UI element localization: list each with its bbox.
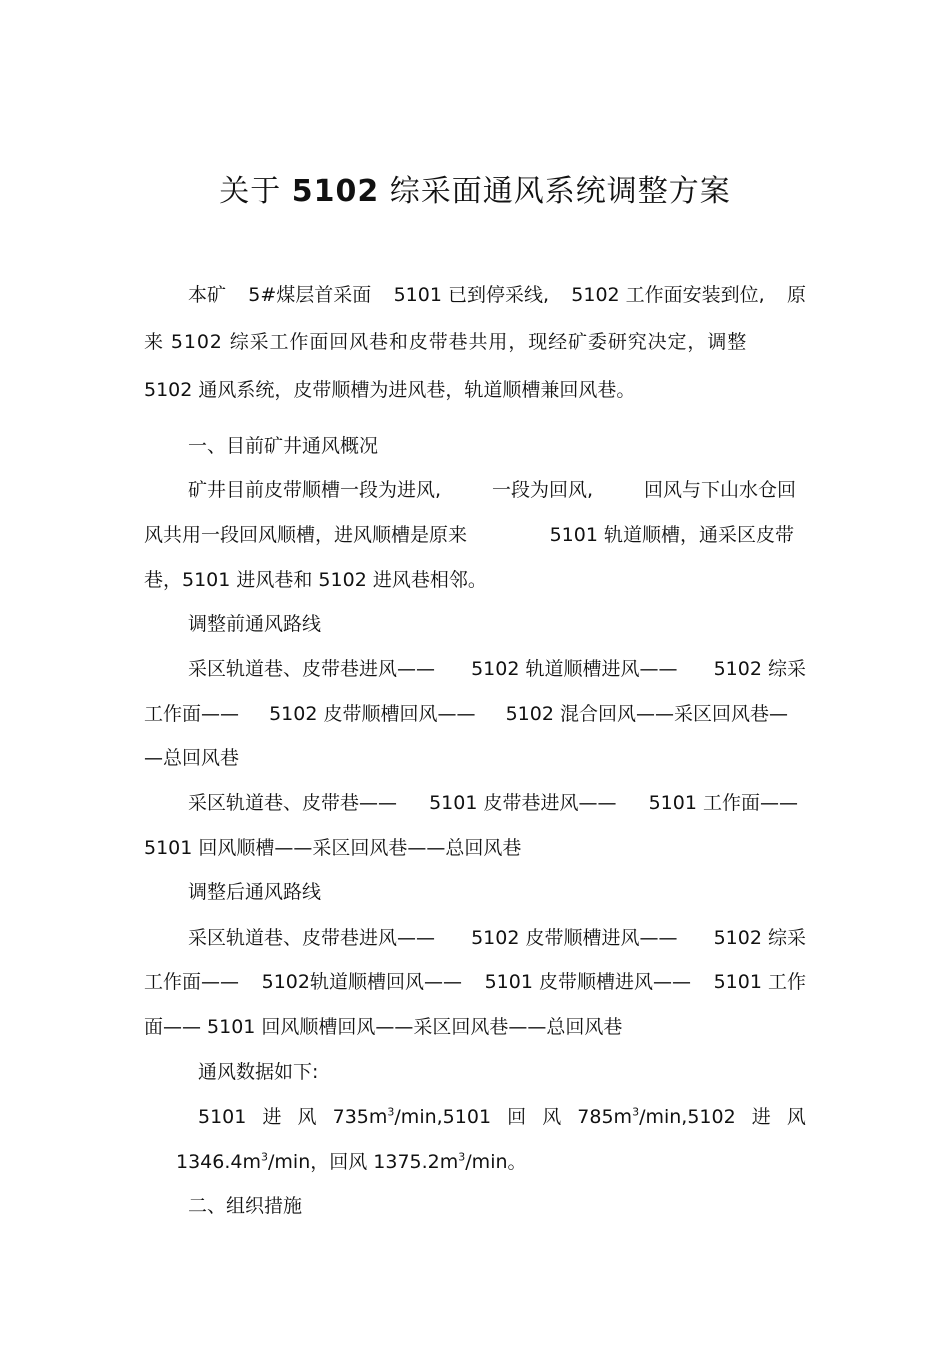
text: 原 (786, 284, 806, 306)
text: 5102轨道顺槽回风—— (261, 971, 462, 993)
text: 5#煤层首采面 (248, 284, 372, 306)
section2-heading: 二、组织措施 (188, 1195, 303, 1217)
text: 5101 皮带巷进风—— (429, 792, 617, 814)
before-heading: 调整前通风路线 (188, 613, 322, 635)
text: 进 (751, 1106, 771, 1128)
intro-line-3: 5102 通风系统，皮带顺槽为进风巷，轨道顺槽兼回风巷。 (144, 379, 636, 401)
after-route1-line-3: 面—— 5101 回风顺槽回风——采区回风巷——总回风巷 (144, 1016, 623, 1038)
text: 5102 综采 (713, 658, 806, 680)
after-heading: 调整后通风路线 (188, 881, 322, 903)
title-number: 5102 (291, 174, 380, 209)
after-route1-line-1 (188, 924, 806, 952)
data-heading: 通风数据如下: (198, 1061, 319, 1083)
before-route1-line-1 (188, 655, 806, 683)
text: 5102 皮带顺槽进风—— (471, 927, 678, 949)
section1-line-1 (188, 476, 796, 504)
value: $785m^3/\min,5102$ (577, 1105, 736, 1128)
text: 5102 皮带顺槽回风—— (269, 703, 476, 725)
intro-line-1 (188, 281, 806, 309)
text: 风 (786, 1106, 806, 1128)
text: 本矿 (188, 284, 227, 306)
data-line-1 (198, 1103, 806, 1131)
text: 采区轨道巷、皮带巷—— (188, 792, 398, 814)
text: 风 (297, 1106, 317, 1128)
text: 5101 (198, 1106, 247, 1128)
text: 5102 轨道顺槽进风—— (471, 658, 678, 680)
title-prefix: 关于 (219, 174, 282, 209)
text: 风共用一段回风顺槽，进风顺槽是原来 (144, 524, 468, 546)
text: 5101 工作面—— (648, 792, 798, 814)
text: 一段为回风, (491, 479, 594, 501)
text: 回风与下山水仓回 (643, 479, 796, 501)
document-title (0, 168, 950, 216)
title-suffix: 综采面通风系统调整方案 (389, 174, 731, 209)
text: 进 (262, 1106, 282, 1128)
text: 采区轨道巷、皮带巷进风—— (188, 927, 436, 949)
data-line-2: $1346.4m^3/\min$，回风 $1375.2m^3/\min$。 (176, 1150, 527, 1173)
text: 工作面—— (144, 971, 240, 993)
text: 风 (542, 1106, 562, 1128)
before-route1-line-2 (144, 700, 788, 728)
text: 5101 工作 (713, 971, 806, 993)
text: 5102 综采 (713, 927, 806, 949)
text: 5102 混合回风——采区回风巷— (505, 703, 788, 725)
before-route2-line-1 (188, 789, 798, 817)
text: 5101 皮带顺槽进风—— (484, 971, 691, 993)
value: $735m^3/\min,5101$ (332, 1105, 492, 1128)
before-route1-line-3: —总回风巷 (144, 747, 240, 769)
before-route2-line-2: 5101 回风顺槽——采区回风巷——总回风巷 (144, 837, 522, 859)
after-route1-line-2 (144, 968, 806, 996)
section1-line-2 (144, 521, 794, 549)
text: 5102 工作面安装到位, (571, 284, 765, 306)
section1-heading: 一、目前矿井通风概况 (188, 435, 379, 457)
text: 采区轨道巷、皮带巷进风—— (188, 658, 436, 680)
text: 工作面—— (144, 703, 240, 725)
intro-line-2: 来 5102 综采工作面回风巷和皮带巷共用，现经矿委研究决定，调整 (144, 331, 748, 353)
text: 5101 已到停采线, (393, 284, 549, 306)
text: 矿井目前皮带顺槽一段为进风, (188, 479, 442, 501)
section1-line-3: 巷，5101 进风巷和 5102 进风巷相邻。 (144, 569, 487, 591)
text: 回 (507, 1106, 527, 1128)
text: 5101 轨道顺槽，通采区皮带 (549, 524, 794, 546)
